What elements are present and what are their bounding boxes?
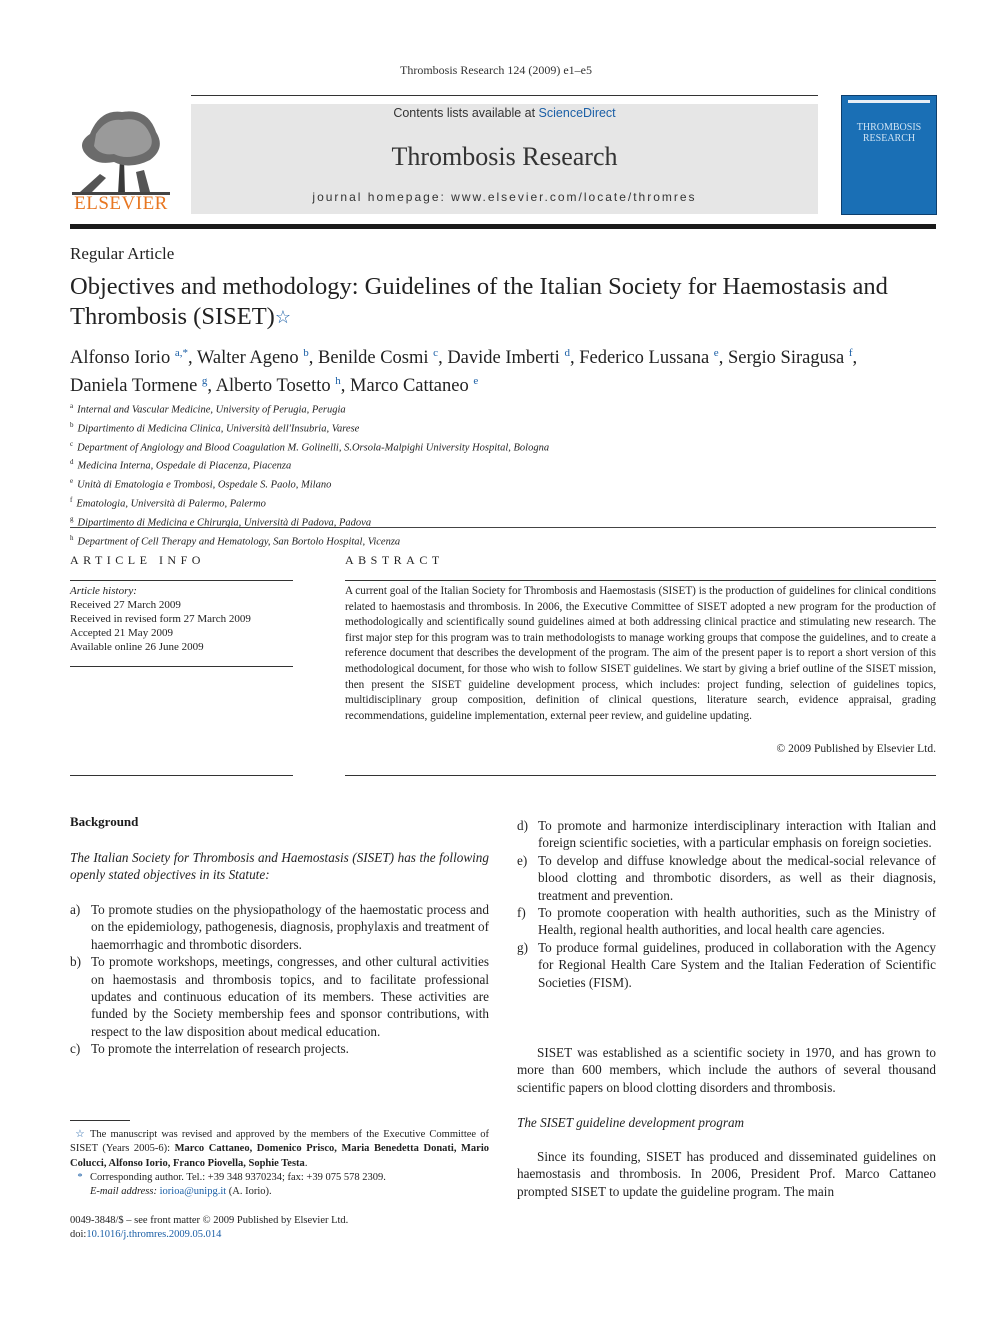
abstract-copyright: © 2009 Published by Elsevier Ltd. <box>776 743 936 755</box>
affiliation-text: Ematologia, Università di Palermo, Palermo <box>76 498 266 510</box>
history-label: Article history: <box>70 585 137 597</box>
objective-item <box>70 953 489 1040</box>
objective-item <box>517 817 936 852</box>
sciencedirect-link[interactable]: ScienceDirect <box>538 106 616 120</box>
article-history <box>70 584 293 654</box>
affiliation-key: h <box>70 533 74 542</box>
affiliation-text: Dipartimento di Medicina Clinica, Università dell'Insubria, Varese <box>77 423 360 435</box>
journal-citation: Thrombosis Research 124 (2009) e1–e5 <box>400 63 592 77</box>
affiliation-text: Internal and Vascular Medicine, University of Perugia, Perugia <box>77 404 346 416</box>
author-affiliation-mark[interactable]: e <box>713 347 719 359</box>
corresponding-asterisk-icon: * <box>77 1171 83 1183</box>
author-affiliation-mark[interactable]: g <box>201 375 208 388</box>
abstract-text: A current goal of the Italian Society for Thrombosis and Haemostasis (SISET) is the production of guidelines for clinical conditions related to haemostasis and thrombosis. In 2006, the Executive Committee of SISET adopted a new program for the production of methodologically and scientifically sound guidelines aimed at both addressing clinical practice and stimulating new research. The first major step for this program was to train methodologists to manage working groups that compose the guidelines, and to create a reference document that describes the development of the program. The aim of the present paper is to report a short version of this methodological document, for those who wish to follow SISET guidelines. We start by giving a brief outline of the SISET mission, then present the SISET guideline development process, which includes: project funding, selection of guidelines topics, multidisciplinary group composition, definition of clinical questions, literature search, evidence appraisal, grading recommendations, guideline implementation, external peer review, and guideline updating. <box>345 585 936 722</box>
affiliation-key: b <box>70 420 74 429</box>
objective-marker: e) <box>517 852 528 868</box>
objective-text: To promote cooperation with health authorities, such as the Ministry of Health, regional health authorities, and local health care agencies. <box>538 905 936 938</box>
affiliation-key: c <box>70 439 74 448</box>
footnote-email <box>70 1185 489 1199</box>
cover-top-bar <box>848 100 930 103</box>
abstract-rule-top <box>345 580 936 581</box>
cover-title: THROMBOSIS RESEARCH <box>856 122 922 144</box>
author-name: Sergio Siragusa <box>727 348 845 369</box>
author-list <box>70 342 940 398</box>
author-name: Benilde Cosmi <box>318 348 429 369</box>
background-intro: The Italian Society for Thrombosis and Haemostasis (SISET) has the following openly stated objectives in its Statute: <box>70 850 489 883</box>
title-footnote-star-icon[interactable]: ☆ <box>274 307 291 327</box>
affiliation-key: a <box>70 402 74 410</box>
contents-line <box>191 106 818 120</box>
author-name: Marco Cattaneo <box>350 376 469 397</box>
author-separator: , <box>852 348 858 369</box>
affiliation-item <box>70 474 770 493</box>
footnote-rule <box>70 1120 130 1121</box>
objective-text: To promote the interrelation of research projects. <box>91 1041 349 1057</box>
author-separator: , <box>438 348 448 369</box>
affiliation-text: Department of Cell Therapy and Hematology, San Bortolo Hospital, Vicenza <box>77 536 401 548</box>
footnote-star-names: Marco Cattaneo, Domenico Prisco, Maria Benedetta Donati, Mario Colucci, Alfonso Iorio, Franco Piovella, Sophie Testa <box>70 1143 490 1169</box>
footnote-star-text: The manuscript was revised and approved by the members of the Executive Committee of SISET (Years 2005-6): <box>70 1129 489 1155</box>
program-paragraph: Since its founding, SISET has produced and disseminated guidelines on haemostasis and thrombosis. In 2006, President Prof. Marco Cattaneo prompted SISET to update the guideline program. The main <box>517 1149 936 1199</box>
objective-marker: a) <box>70 902 81 917</box>
revised-date: Received in revised form 27 March 2009 <box>70 613 251 625</box>
doi-line <box>70 1228 348 1242</box>
author-separator: , <box>207 376 216 397</box>
objective-text: To promote studies on the physiopathology of the haemostatic process and on the epidemiology, pathogenesis, diagnosis, prophylaxis and treatment of haemorrhagic and thrombotic disorders. <box>91 902 489 952</box>
objective-item <box>517 904 936 939</box>
author-affiliation-mark[interactable]: f <box>848 347 853 359</box>
footnote-star <box>70 1128 489 1171</box>
author-separator: , <box>569 348 580 369</box>
journal-cover <box>841 95 937 215</box>
affiliation-text: Dipartimento di Medicina e Chirurgia, Università di Padova, Padova <box>77 517 372 529</box>
footnote-corresponding <box>70 1171 489 1185</box>
author-separator: , <box>308 348 319 369</box>
email-label: E-mail address: <box>90 1186 157 1198</box>
author-affiliation-mark[interactable]: d <box>564 347 570 359</box>
affiliation-item <box>70 418 770 437</box>
online-date: Available online 26 June 2009 <box>70 641 204 653</box>
affiliation-key: e <box>70 477 74 486</box>
doi-label: doi: <box>70 1229 87 1241</box>
author-separator: , <box>340 376 351 397</box>
article-info-heading: ARTICLE INFO <box>70 553 205 567</box>
email-suffix: (A. Iorio). <box>226 1186 272 1198</box>
doi-link[interactable]: 10.1016/j.thromres.2009.05.014 <box>86 1229 222 1241</box>
article-title-text: Objectives and methodology: Guidelines of the Italian Society for Haemostasis and Thrombosis (SISET) <box>70 273 888 330</box>
affiliation-key: d <box>70 458 74 467</box>
objective-marker: g) <box>517 939 528 955</box>
affiliation-item <box>70 399 770 418</box>
objective-marker: d) <box>517 818 528 833</box>
objective-item <box>517 852 936 904</box>
article-info-rule-middle <box>70 666 293 667</box>
elsevier-wordmark: ELSEVIER <box>74 193 168 214</box>
footnote-star-end: . <box>304 1157 308 1169</box>
objective-item <box>70 901 489 953</box>
corresponding-text: Corresponding author. Tel.: +39 348 9370234; fax: +39 075 578 2309. <box>90 1171 386 1183</box>
author-name: Federico Lussana <box>579 348 710 369</box>
author-name: Alberto Tosetto <box>215 376 331 397</box>
author-separator: , <box>718 348 728 369</box>
objective-marker: b) <box>70 954 81 970</box>
objectives-list-left <box>70 901 489 1058</box>
affiliation-text: Department of Angiology and Blood Coagulation M. Golinelli, S.Orsola-Malpighi University Hospital, Bologna <box>77 442 550 454</box>
affiliation-key: g <box>70 514 74 523</box>
footnote-star-icon: ☆ <box>75 1129 85 1140</box>
footnotes <box>70 1128 489 1199</box>
received-date: Received 27 March 2009 <box>70 599 181 611</box>
author-name: Alfonso Iorio <box>70 348 171 369</box>
objective-text: To promote workshops, meetings, congresses, and other cultural activities on haemostasis and thrombosis topics, and to facilitate professional updates and continuous education of its members. These activities are funded by the Society membership fees and sponsor contributions, with respect to the law disposition about medical education. <box>91 954 489 1039</box>
article-info-rule-top <box>70 580 293 581</box>
journal-homepage[interactable]: journal homepage: www.elsevier.com/locate/thromres <box>312 190 697 204</box>
objective-marker: c) <box>70 1041 81 1057</box>
article-title <box>70 272 940 332</box>
author-name: Walter Ageno <box>196 348 299 369</box>
author-affiliation-mark[interactable]: h <box>335 375 341 388</box>
objective-item <box>70 1040 489 1057</box>
email-link[interactable]: iorioa@unipg.it <box>159 1186 227 1198</box>
objective-item <box>517 939 936 991</box>
objective-text: To promote and harmonize interdisciplinary interaction with Italian and foreign scientific societies, with a particular emphasis on foreign societies. <box>538 818 936 851</box>
affiliation-item <box>70 493 770 512</box>
header-top-rule <box>191 95 818 96</box>
objective-text: To produce formal guidelines, produced in collaboration with the Agency for Regional Health Care System and the Italian Federation of Scientific Societies (FISM). <box>538 939 936 990</box>
author-separator: , <box>187 348 197 369</box>
author-affiliation-mark[interactable]: b <box>303 347 309 359</box>
affiliation-item <box>70 455 770 474</box>
affiliation-item <box>70 437 770 456</box>
accepted-date: Accepted 21 May 2009 <box>70 627 173 639</box>
objective-marker: f) <box>517 905 526 921</box>
affiliation-rule <box>70 527 936 528</box>
journal-title: Thrombosis Research <box>391 142 618 171</box>
affiliation-key: f <box>70 495 73 504</box>
article-type: Regular Article <box>70 244 175 263</box>
author-name: Daniela Tormene <box>70 376 198 397</box>
affiliation-text: Medicina Interna, Ospedale di Piacenza, Piacenza <box>77 460 292 472</box>
siset-paragraph: SISET was established as a scientific society in 1970, and has grown to more than 600 members, which include the authors of several thousand scientific papers on blood clotting disorders and thrombosis. <box>517 1045 936 1095</box>
author-affiliation-mark[interactable]: c <box>433 347 439 359</box>
contents-prefix: Contents lists available at <box>393 106 539 120</box>
objectives-list-right <box>517 817 936 991</box>
objective-text: To develop and diffuse knowledge about the medical-social relevance of blood clotting and thrombotic disorders, as well as their diagnosis, treatment and prevention. <box>538 852 936 903</box>
article-info-rule-bottom <box>70 775 293 776</box>
program-heading: The SISET guideline development program <box>517 1115 745 1130</box>
affiliation-item <box>70 531 770 550</box>
journal-header-box <box>191 104 818 214</box>
author-name: Davide Imberti <box>447 348 560 369</box>
background-heading: Background <box>70 814 139 829</box>
header-bottom-rule <box>70 224 936 229</box>
abstract-heading: ABSTRACT <box>345 553 444 567</box>
abstract-rule-bottom <box>345 775 936 776</box>
affiliation-text: Unità di Ematologia e Trombosi, Ospedale S. Paolo, Milano <box>77 479 332 491</box>
author-affiliation-mark[interactable]: a,* <box>174 347 188 359</box>
author-affiliation-mark[interactable]: e <box>473 375 479 388</box>
front-matter <box>70 1214 348 1243</box>
issn-line: 0049-3848/$ – see front matter © 2009 Published by Elsevier Ltd. <box>70 1215 349 1226</box>
